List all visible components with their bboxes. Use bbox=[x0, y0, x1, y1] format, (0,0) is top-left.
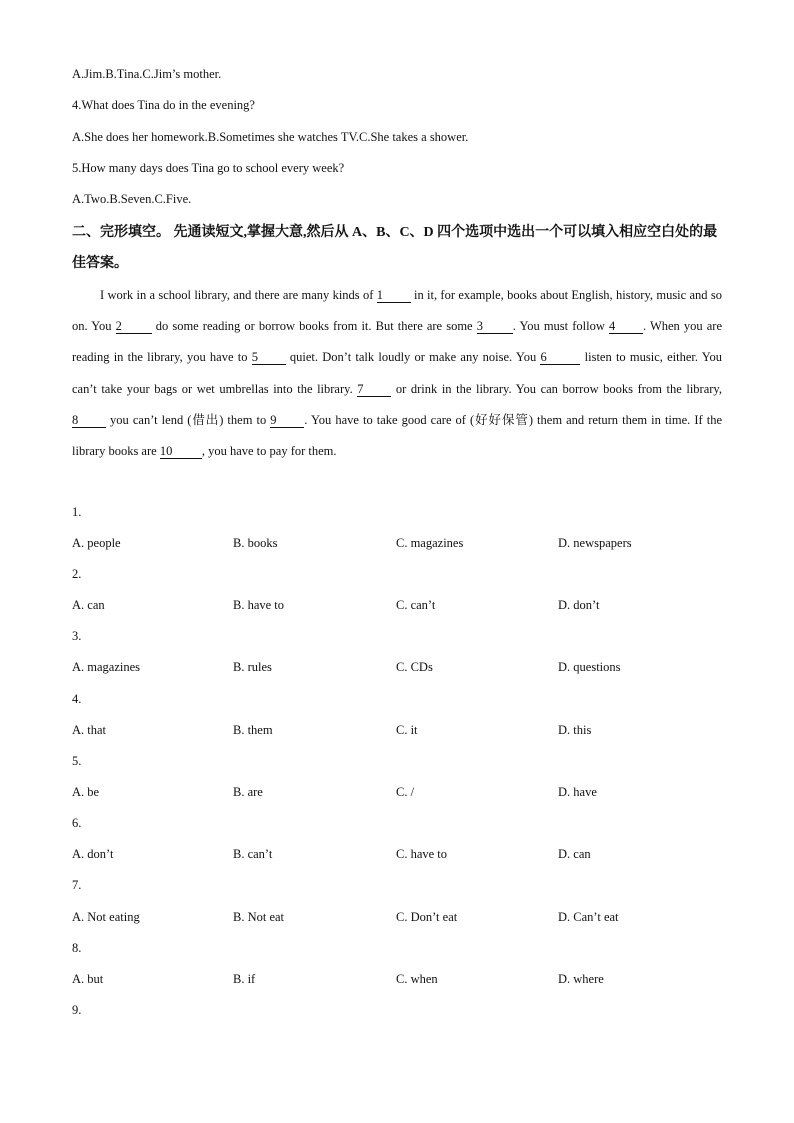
option-b: B. rules bbox=[233, 660, 272, 674]
option-b: B. have to bbox=[233, 598, 285, 612]
option-b: B. are bbox=[233, 785, 263, 799]
question-number: 7. bbox=[72, 878, 82, 892]
option-c: C. Don’t eat bbox=[396, 910, 458, 924]
passage-text: you can’t lend (借出) them to bbox=[106, 412, 271, 427]
option-c: C. have to bbox=[396, 847, 448, 861]
blank-2: 2 bbox=[116, 320, 152, 334]
text-line: A.Two.B.Seven.C.Five. bbox=[72, 192, 192, 206]
option-b: B. can’t bbox=[233, 847, 273, 861]
option-b: B. if bbox=[233, 972, 256, 986]
option-a: A. but bbox=[72, 972, 104, 986]
passage-text: . You have to take good care of (好好保管) them and return them in time. If the library books are bbox=[72, 412, 722, 459]
option-a: A. magazines bbox=[72, 660, 141, 674]
passage-text: . You must follow bbox=[512, 319, 609, 334]
text-line: A.Jim.B.Tina.C.Jim’s mother. bbox=[72, 67, 222, 81]
text-line: A.She does her homework.B.Sometimes she watches TV.C.She takes a shower. bbox=[72, 130, 469, 144]
option-a: A. people bbox=[72, 536, 121, 550]
option-c: C. magazines bbox=[396, 536, 464, 550]
passage-text: quiet. Don’t talk loudly or make any noise. You bbox=[285, 350, 541, 365]
passage-text: , you have to pay for them. bbox=[201, 444, 337, 459]
option-b: B. books bbox=[233, 536, 278, 550]
blank-1: 1 bbox=[377, 289, 411, 303]
passage-text: in it, for example, books about English, history, music and so on. You bbox=[72, 288, 722, 334]
option-d: D. don’t bbox=[558, 598, 600, 612]
question-number: 2. bbox=[72, 567, 82, 581]
option-c: C. it bbox=[396, 723, 418, 737]
question-number: 4. bbox=[72, 692, 82, 706]
option-c: C. CDs bbox=[396, 660, 433, 674]
text-line: 4.What does Tina do in the evening? bbox=[72, 98, 255, 112]
option-b: B. Not eat bbox=[233, 910, 285, 924]
option-a: A. that bbox=[72, 723, 107, 737]
blank-4: 4 bbox=[609, 320, 643, 334]
passage-text: listen to music, either. You can’t take your bags or wet umbrellas into the library. bbox=[72, 350, 722, 396]
option-d: D. can bbox=[558, 847, 591, 861]
option-c: C. can’t bbox=[396, 598, 436, 612]
blank-10: 10 bbox=[160, 445, 202, 459]
question-number: 6. bbox=[72, 816, 82, 830]
blank-3: 3 bbox=[477, 320, 513, 334]
blank-5: 5 bbox=[252, 351, 286, 365]
blank-9: 9 bbox=[270, 414, 304, 428]
cloze-passage bbox=[72, 280, 722, 467]
blank-6: 6 bbox=[540, 351, 580, 365]
option-a: A. can bbox=[72, 598, 105, 612]
question-number: 5. bbox=[72, 754, 82, 768]
passage-text: or drink in the library. You can borrow books from the library, bbox=[391, 381, 722, 396]
question-number: 3. bbox=[72, 629, 82, 643]
option-d: D. Can’t eat bbox=[558, 910, 619, 924]
option-a: A. Not eating bbox=[72, 910, 140, 924]
text-line: 5.How many days does Tina go to school every week? bbox=[72, 161, 345, 175]
option-d: D. questions bbox=[558, 660, 621, 674]
option-d: D. newspapers bbox=[558, 536, 632, 550]
option-a: A. don’t bbox=[72, 847, 114, 861]
option-d: D. where bbox=[558, 972, 604, 986]
question-number: 8. bbox=[72, 941, 82, 955]
option-c: C. / bbox=[396, 785, 415, 799]
passage-text: I work in a school library, and there are many kinds of bbox=[100, 288, 377, 302]
blank-7: 7 bbox=[357, 383, 391, 397]
passage-text: . When you are reading in the library, you have to bbox=[72, 319, 722, 365]
option-a: A. be bbox=[72, 785, 100, 799]
question-number: 1. bbox=[72, 505, 82, 519]
blank-8: 8 bbox=[72, 414, 106, 428]
question-number: 9. bbox=[72, 1003, 82, 1017]
option-c: C. when bbox=[396, 972, 438, 986]
passage-text: do some reading or borrow books from it. But there are some bbox=[151, 319, 477, 334]
option-d: D. have bbox=[558, 785, 597, 799]
option-b: B. them bbox=[233, 723, 273, 737]
option-d: D. this bbox=[558, 723, 592, 737]
section-heading: 二、完形填空。 先通读短文,掌握大意,然后从 A、B、C、D 四个选项中选出一个可以填入相应空白处的最佳答案。 bbox=[72, 225, 718, 271]
